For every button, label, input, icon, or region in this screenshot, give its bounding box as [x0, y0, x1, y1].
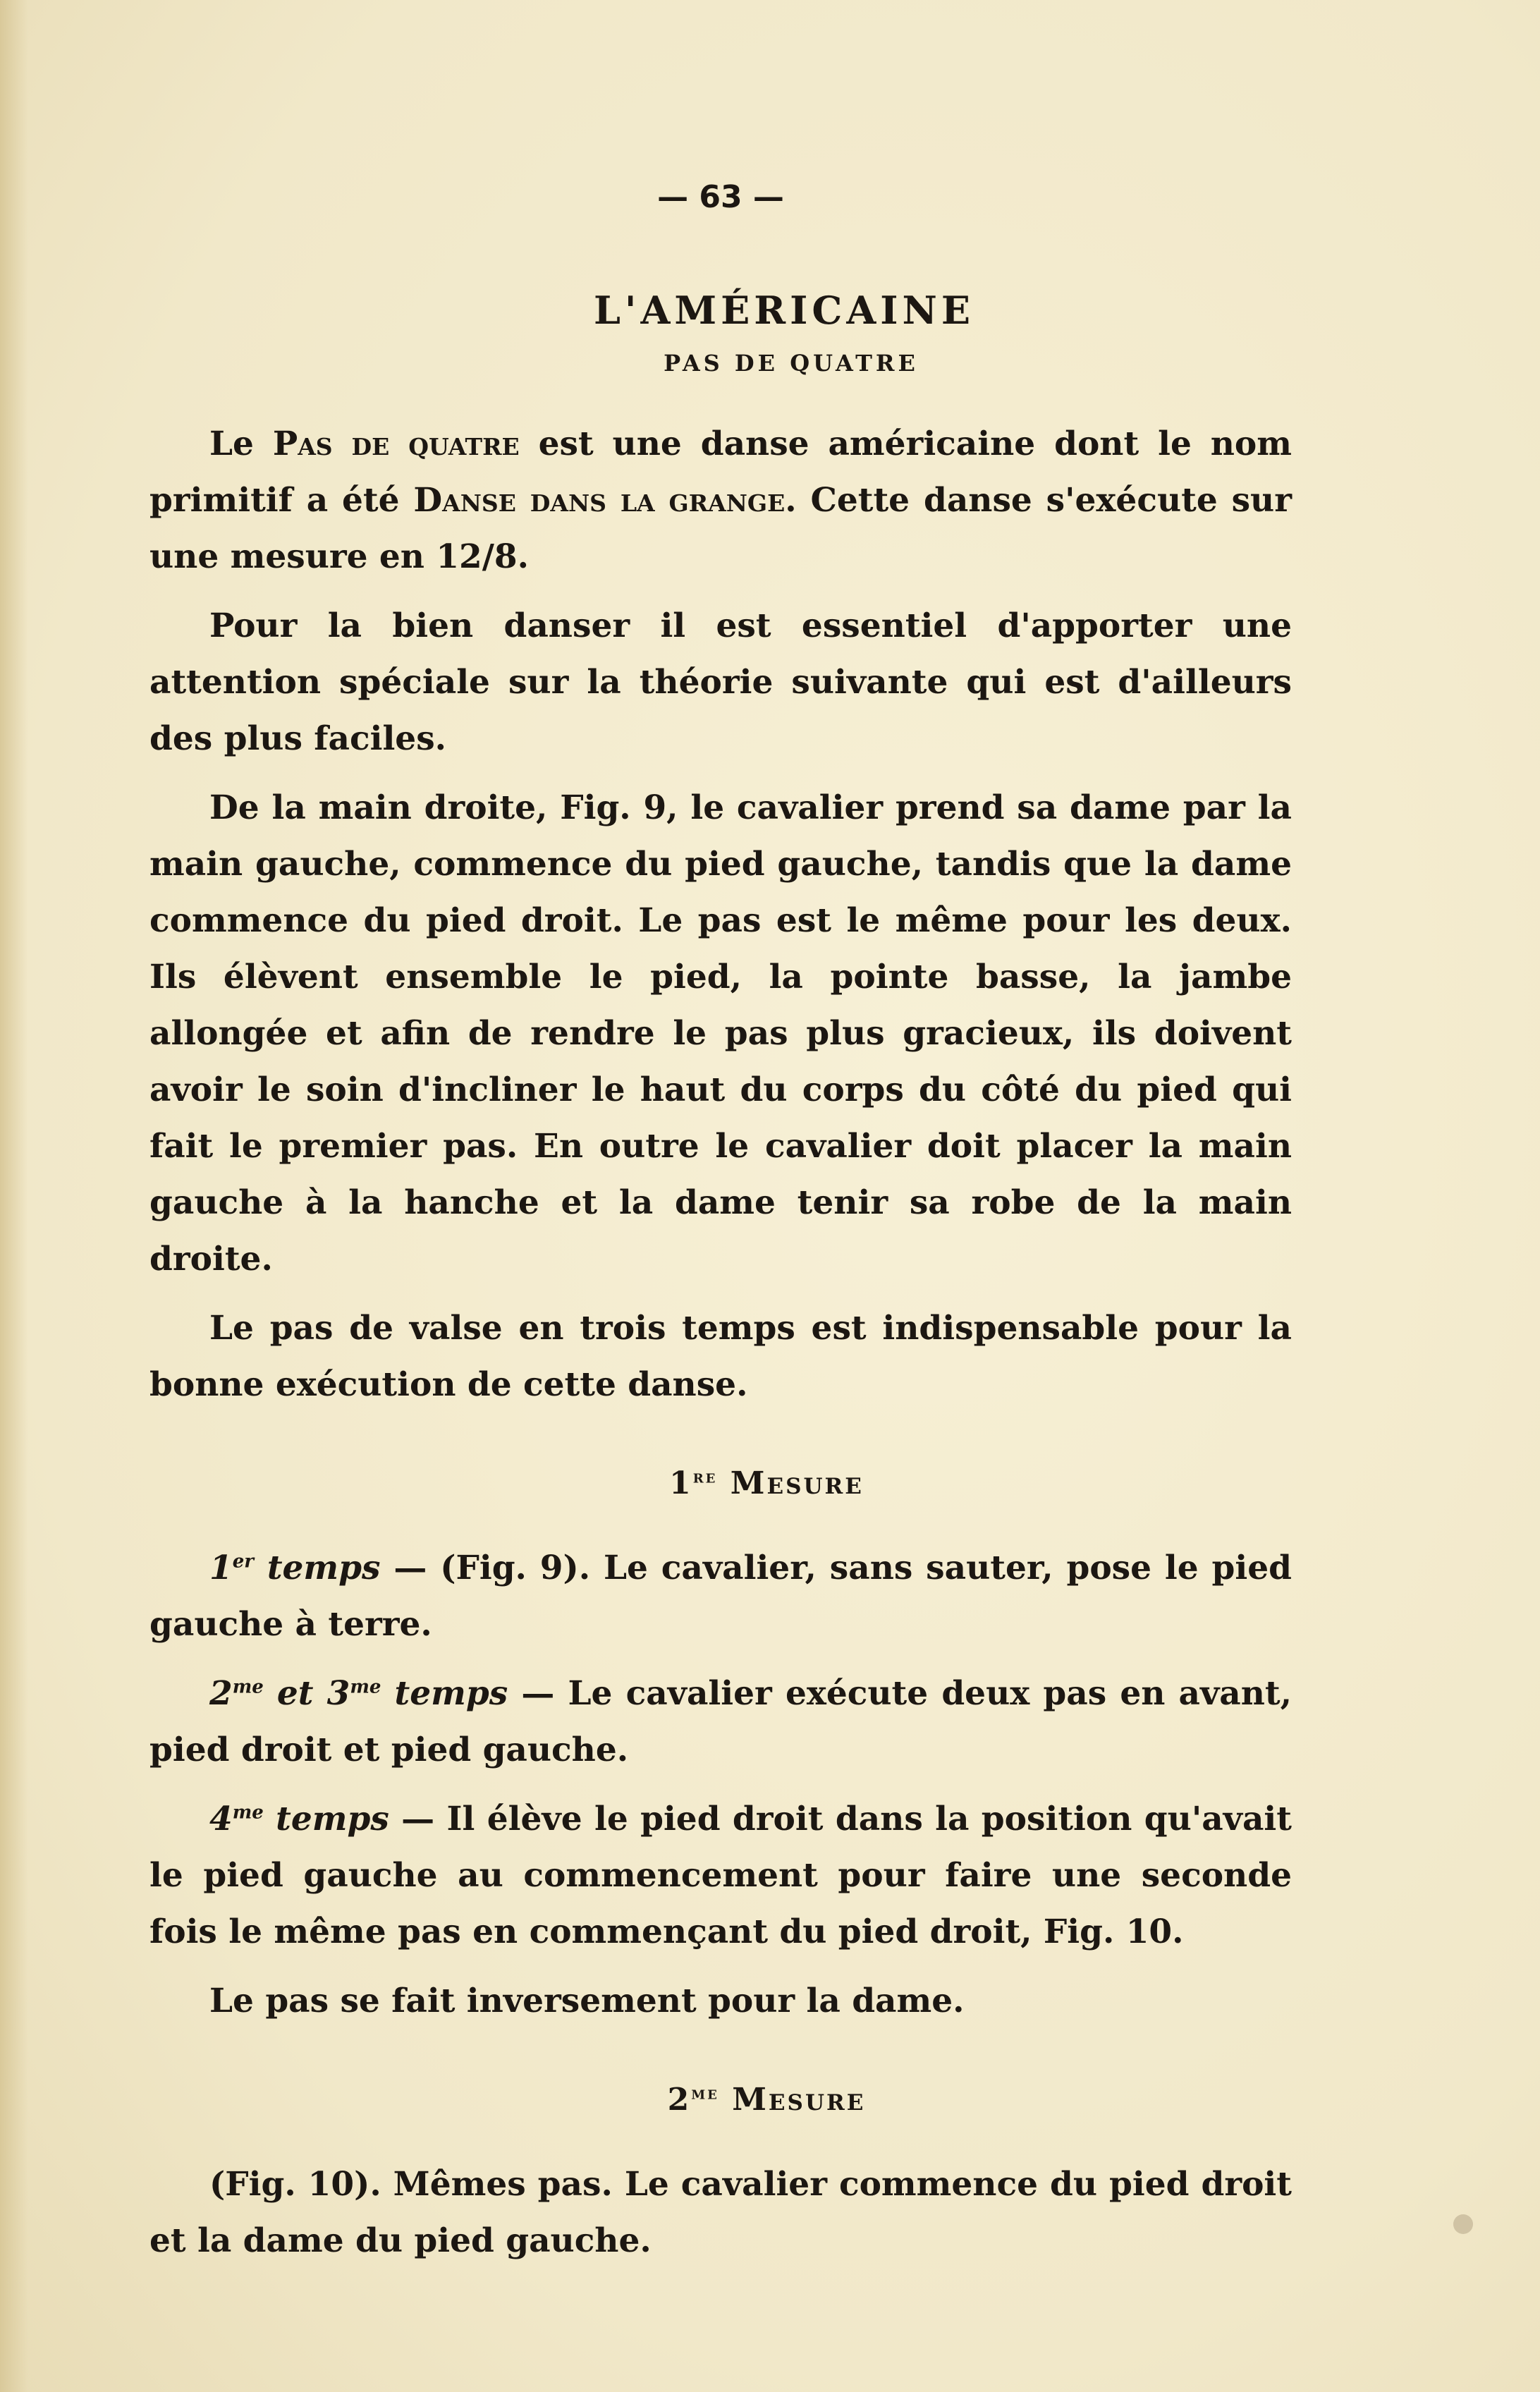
mesure-label: Mesure: [732, 2082, 866, 2118]
temps-text: — (Fig. 9). Le cavalier, sans sauter, pose le pied gauche à terre.: [149, 1549, 1292, 1644]
paragraph-temps-4: [149, 1791, 1292, 1960]
intro-text-c: . Cette danse s'exécute sur une mesure en 12/8.: [149, 481, 1292, 576]
paragraph-temps-2-3: [149, 1666, 1292, 1778]
intro-text-a: Le: [209, 425, 273, 463]
page-title: L'AMÉRICAINE: [593, 288, 975, 333]
temps-text: — Le cavalier exécute deux pas en avant, pied droit et pied gauche.: [149, 1674, 1292, 1769]
paragraph-mesure-2: (Fig. 10). Mêmes pas. Le cavalier commence du pied droit et la dame du pied gauche.: [149, 2165, 1292, 2260]
dance-name: Pas de quatre: [272, 425, 520, 463]
section-heading-mesure-1: [241, 1456, 1292, 1512]
paragraph-intro: [149, 416, 1292, 585]
mesure-suffix: me: [691, 2082, 719, 2104]
mesure-suffix: re: [692, 1466, 718, 1488]
paper-stain: [1453, 2214, 1473, 2234]
temps-label: $4^{me}$ temps: [209, 1800, 389, 1838]
page-subtitle: PAS DE QUATRE: [664, 350, 919, 377]
page-number: — 63 —: [657, 179, 784, 215]
paragraph-waltz: Le pas de valse en trois temps est indispensable pour la bonne exécution de cette danse.: [149, 1309, 1292, 1404]
mesure-number: 1: [669, 1465, 693, 1501]
intro-text-b: est une danse américaine dont le nom primitif a été: [149, 425, 1292, 520]
temps-label: 1er temps: [209, 1549, 381, 1587]
text-column: [149, 169, 1292, 2282]
mesure-label: Mesure: [730, 1465, 864, 1501]
paragraph-temps-1: [149, 1540, 1292, 1653]
mesure-number: 2: [667, 2082, 692, 2118]
section-heading-mesure-2: [241, 2072, 1292, 2128]
original-dance-name: Danse dans la grange: [413, 481, 786, 520]
page-edge-shadow: [0, 0, 28, 2392]
temps-text: — Il élève le pied droit dans la position qu'avait le pied gauche au commencement pour faire une seconde fois le même pas en commençant du pied droit, Fig. 10.: [149, 1800, 1292, 1951]
paragraph-inverse: Le pas se fait inversement pour la dame.: [209, 1982, 965, 2020]
temps-label: $2^{me}$ et $3^{me}$ temps: [209, 1674, 508, 1713]
paragraph-theory: Pour la bien danser il est essentiel d'apporter une attention spéciale sur la théorie suivante qui est d'ailleurs des plus faciles.: [149, 606, 1292, 758]
paragraph-position: De la main droite, Fig. 9, le cavalier prend sa dame par la main gauche, commence du pied gauche, tandis que la dame commence du pied droit. Le pas est le même pour les deux. Ils élèvent ensemble le pied, la pointe basse, la jambe allongée et afin de rendre le pas plus gracieux, ils doivent avoir le soin d'incliner le haut du corps du côté du pied qui fait le premier pas. En outre le cavalier doit placer la main gauche à la hanche et la dame tenir sa robe de la main droite.: [149, 788, 1292, 1279]
